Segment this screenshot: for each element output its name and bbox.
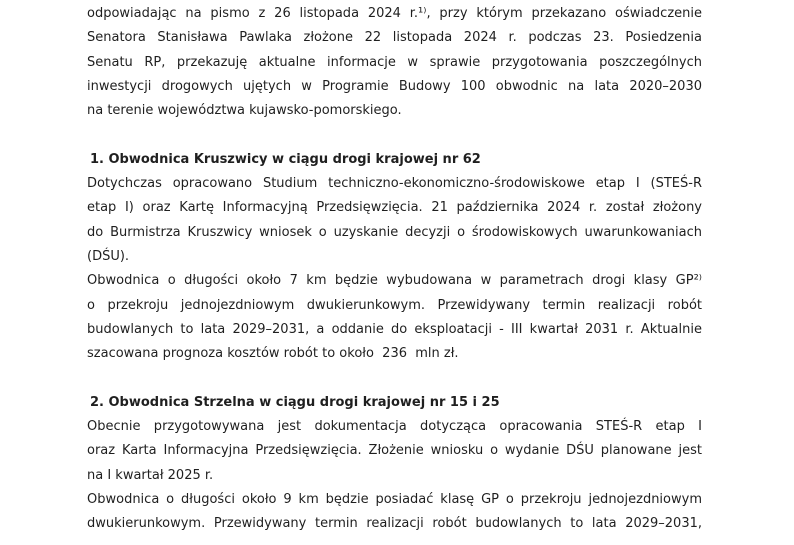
text-line: Dotychczas opracowano Studium techniczno-ekonomiczno-środowiskowe etap I (STEŚ-R <box>87 176 702 192</box>
section-2-paragraph-1 <box>87 415 702 488</box>
intro-paragraph <box>87 2 702 123</box>
section-1-paragraph-2 <box>87 269 702 366</box>
text-line: Senatora Stanisława Pawlaka złożone 22 listopada 2024 r. podczas 23. Posiedzenia <box>87 30 702 46</box>
text-line: Obwodnica o długości około 7 km będzie wybudowana w parametrach drogi klasy GP²⁾ <box>87 273 702 289</box>
text-line: inwestycji drogowych ujętych w Programie Budowy 100 obwodnic na lata 2020–2030 <box>87 78 702 94</box>
text-line: na I kwartał 2025 r. <box>87 467 214 483</box>
text-line: etap I) oraz Kartę Informacyjną Przedsięwzięcia. 21 października 2024 r. został złożony <box>87 200 702 216</box>
text-line: szacowana prognoza kosztów robót to około 236 mln zł. <box>87 346 459 362</box>
section-1-heading: 1. Obwodnica Kruszwicy w ciągu drogi krajowej nr 62 <box>90 151 481 167</box>
text-line: o przekroju jednojezdniowym dwukierunkowym. Przewidywany termin realizacji robót <box>87 297 702 313</box>
text-line: odpowiadając na pismo z 26 listopada 2024 r.¹⁾, przy którym przekazano oświadczenie <box>87 6 702 21</box>
section-2-paragraph-2 <box>87 488 702 537</box>
text-line: (DŚU). <box>87 248 130 264</box>
text-line: dwukierunkowym. Przewidywany termin realizacji robót budowlanych to lata 2029–2031, <box>87 516 702 532</box>
text-line: Senatu RP, przekazuję aktualne informacje w sprawie przygotowania poszczególnych <box>87 54 702 70</box>
text-line: do Burmistrza Kruszwicy wniosek o uzyskanie decyzji o środowiskowych uwarunkowaniach <box>87 224 702 240</box>
section-2-heading: 2. Obwodnica Strzelna w ciągu drogi krajowej nr 15 i 25 <box>90 394 500 410</box>
text-line: Obwodnica o długości około 9 km będzie posiadać klasę GP o przekroju jednojezdniowym <box>87 491 702 507</box>
text-line: budowlanych to lata 2029–2031, a oddanie do eksploatacji - III kwartał 2031 r. Aktualnie <box>87 321 702 337</box>
section-1-paragraph-1 <box>87 172 702 269</box>
text-line: na terenie województwa kujawsko-pomorskiego. <box>87 103 402 119</box>
text-line: oraz Karta Informacyjna Przedsięwzięcia. Złożenie wniosku o wydanie DŚU planowane jest <box>87 443 702 459</box>
text-line: Obecnie przygotowywana jest dokumentacja dotycząca opracowania STEŚ-R etap I <box>87 419 702 435</box>
